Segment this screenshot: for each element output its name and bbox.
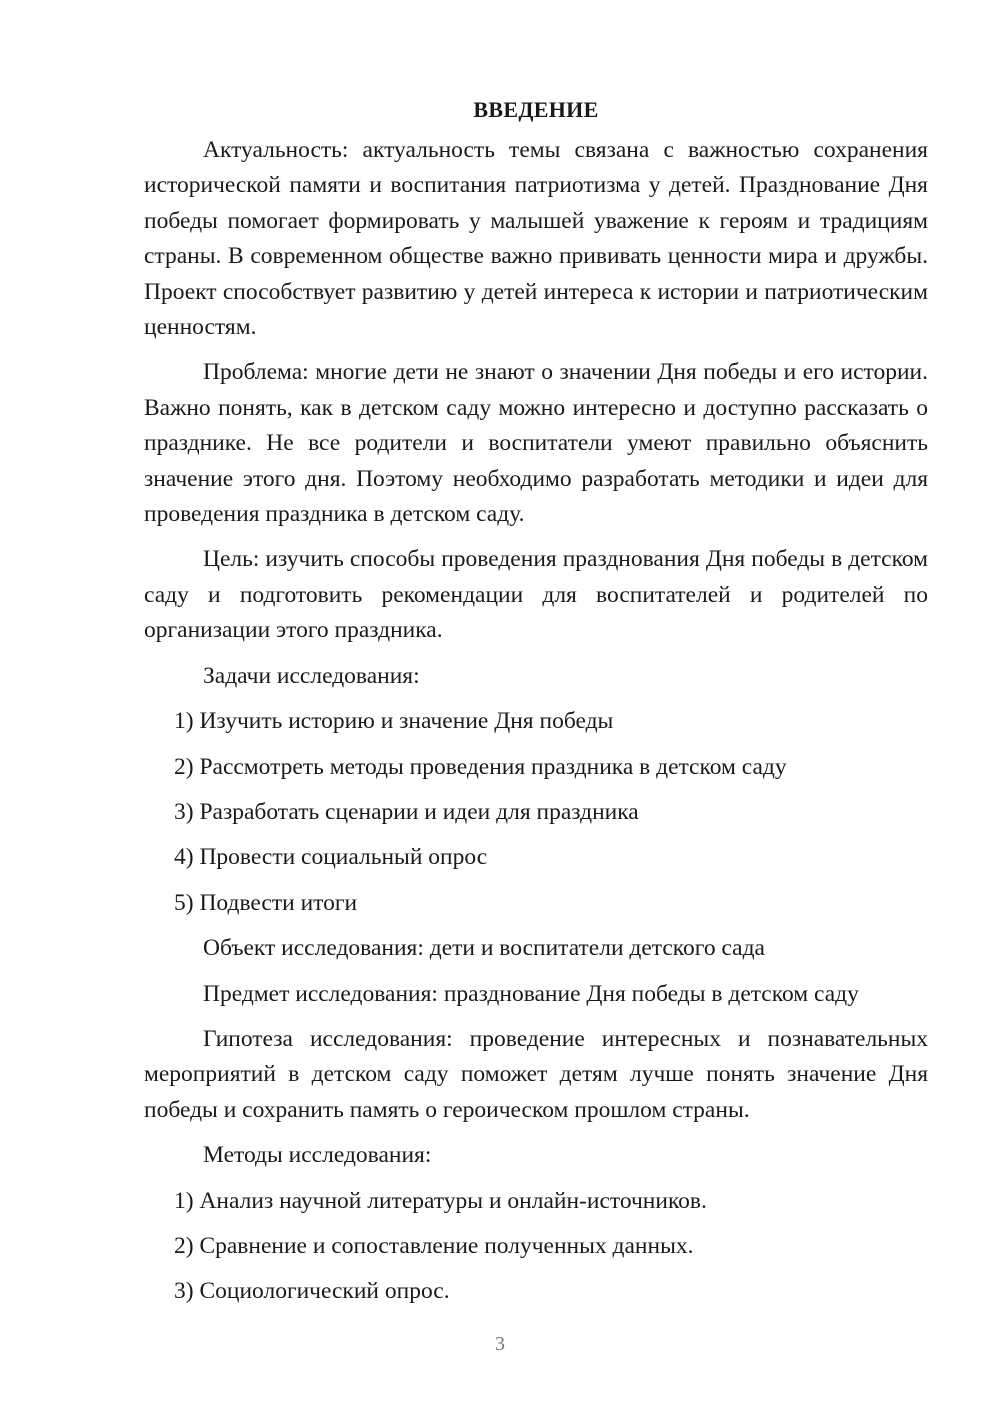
relevance-paragraph: Актуальность: актуальность темы связана с важностью сохранения исторической памяти и воспитания патриотизма у детей. Празднование Дня победы помогает формировать у малышей уважение к героям и традициям страны. В современном обществе важно прививать ценности мира и дружбы. Проект способствует развитию у детей интереса к истории и патриотическим ценностям. <box>144 137 928 341</box>
method-item: 2) Сравнение и сопоставление полученных данных. <box>174 1232 694 1259</box>
task-item: 1) Изучить историю и значение Дня победы <box>174 708 614 735</box>
hypothesis-paragraph: Гипотеза исследования: проведение интересных и познавательных мероприятий в детском саду поможет детям лучше понять значение Дня победы и сохранить память о героическом прошлом страны. <box>144 1025 928 1123</box>
method-item: 1) Анализ научной литературы и онлайн-источников. <box>174 1187 707 1214</box>
task-item: 2) Рассмотреть методы проведения праздника в детском саду <box>174 753 787 780</box>
methods-heading: Методы исследования: <box>203 1142 432 1169</box>
tasks-heading: Задачи исследования: <box>203 662 420 689</box>
methods-list <box>144 1184 928 1310</box>
page-number: 3 <box>495 1333 505 1355</box>
method-item: 3) Социологический опрос. <box>174 1278 450 1305</box>
goal-paragraph: Цель: изучить способы проведения празднования Дня победы в детском саду и подготовить рекомендации для воспитателей и родителей по организации этого праздника. <box>144 546 928 644</box>
section-title: ВВЕДЕНИЕ <box>473 97 599 122</box>
tasks-list <box>144 704 928 921</box>
object-line: Объект исследования: дети и воспитатели детского сада <box>203 935 765 962</box>
problem-paragraph: Проблема: многие дети не знают о значении Дня победы и его истории. Важно понять, как в детском саду можно интересно и доступно рассказать о празднике. Не все родители и воспитатели умеют правильно объяснить значение этого дня. Поэтому необходимо разработать методики и идеи для проведения праздника в детском саду. <box>144 359 928 528</box>
task-item: 5) Подвести итоги <box>174 889 358 916</box>
document-page <box>144 95 928 1320</box>
task-item: 3) Разработать сценарии и идеи для праздника <box>174 798 639 825</box>
subject-line: Предмет исследования: празднование Дня победы в детском саду <box>203 980 859 1007</box>
task-item: 4) Провести социальный опрос <box>174 844 488 871</box>
